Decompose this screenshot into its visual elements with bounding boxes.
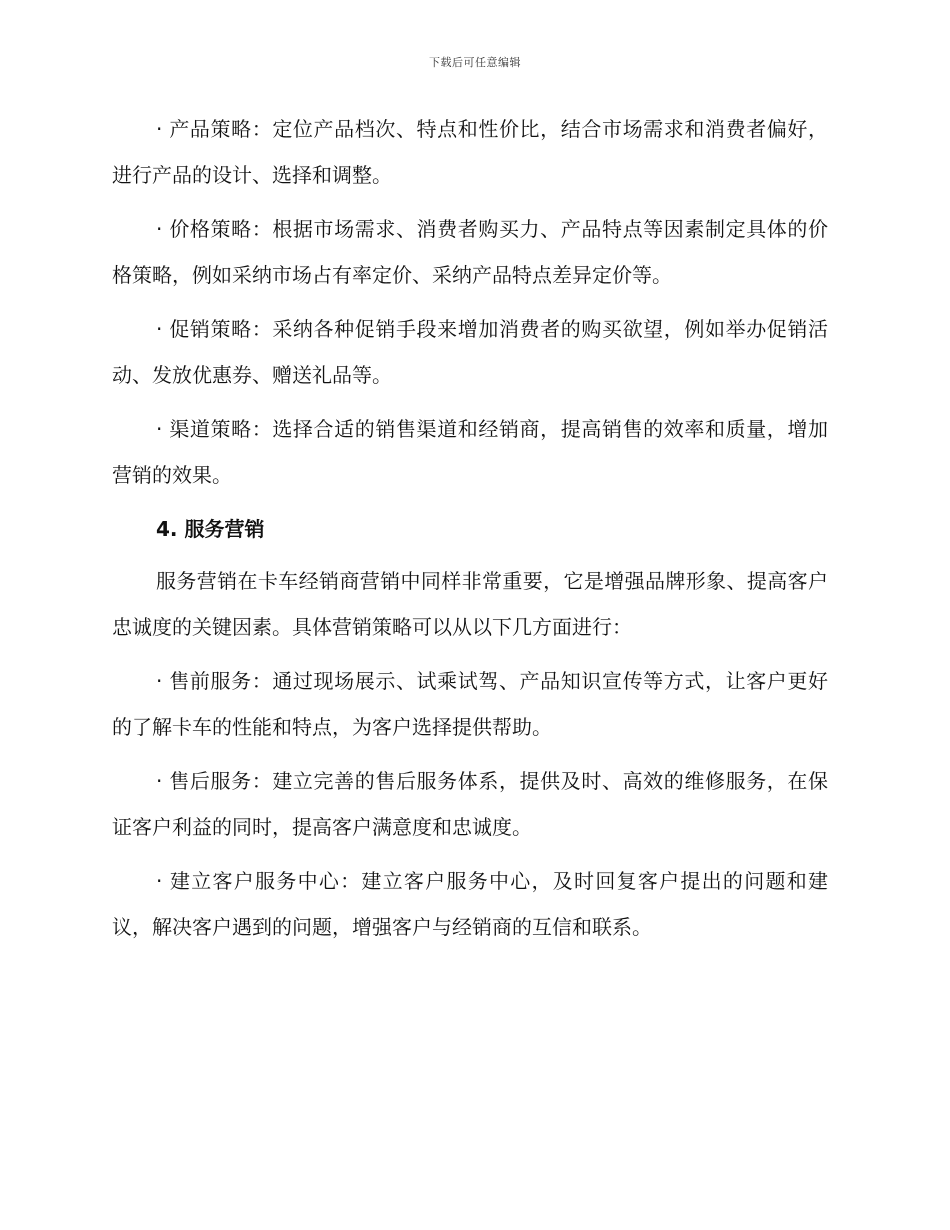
section-intro: 服务营销在卡车经销商营销中同样非常重要，它是增强品牌形象、提高客户忠诚度的关键因素。具体营销策略可以从以下几方面进行： [112,569,828,639]
paragraph-product-strategy: · 产品策略：定位产品档次、特点和性价比，结合市场需求和消费者偏好，进行产品的设计、选择和调整。 [112,117,828,187]
page-header: 下载后可任意编辑 [429,56,521,69]
paragraph-promotion-strategy: · 促销策略：采纳各种促销手段来增加消费者的购买欲望，例如举办促销活动、发放优惠券、赠送礼品等。 [112,317,828,387]
paragraph-channel-strategy: · 渠道策略：选择合适的销售渠道和经销商，提高销售的效率和质量，增加营销的效果。 [112,417,828,487]
paragraph-presale-service: · 售前服务：通过现场展示、试乘试驾、产品知识宣传等方式，让客户更好的了解卡车的性能和特点，为客户选择提供帮助。 [112,669,828,739]
paragraph-price-strategy: · 价格策略：根据市场需求、消费者购买力、产品特点等因素制定具体的价格策略，例如采纳市场占有率定价、采纳产品特点差异定价等。 [112,217,828,287]
paragraph-customer-service-center: · 建立客户服务中心：建立客户服务中心，及时回复客户提出的问题和建议，解决客户遇到的问题，增强客户与经销商的互信和联系。 [112,869,828,939]
paragraph-aftersale-service: · 售后服务：建立完善的售后服务体系，提供及时、高效的维修服务，在保证客户利益的同时，提高客户满意度和忠诚度。 [112,769,828,839]
document-body [112,106,828,958]
section-heading: 4. 服务营销 [156,517,265,541]
